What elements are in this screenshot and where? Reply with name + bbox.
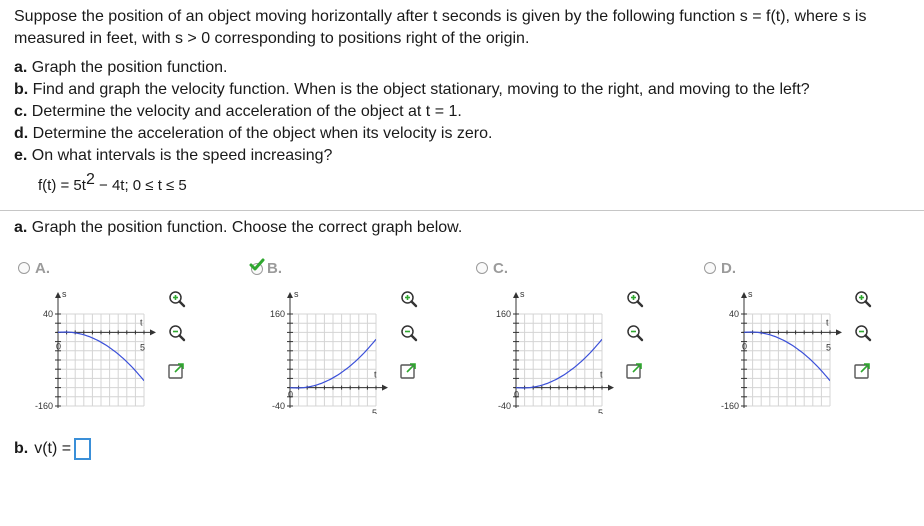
choice-header[interactable] (476, 258, 508, 278)
choice-graph[interactable] (476, 284, 616, 419)
problem-intro: Suppose the position of an object moving horizontally after t seconds is given by the following function s = f(t), where s is measured in feet, with s > 0 corresponding to positions right of the origin. (14, 8, 867, 47)
choice-graph[interactable] (250, 284, 390, 419)
choice-a[interactable] (18, 258, 238, 411)
checkmark-icon (249, 258, 265, 272)
x-axis-arrow (150, 329, 156, 335)
popout-icon[interactable] (398, 360, 420, 382)
x-axis-arrow (382, 385, 388, 391)
y-min-label: -160 (34, 401, 53, 411)
y-axis-arrow (513, 292, 519, 298)
divider (0, 210, 924, 211)
answer-b (14, 438, 91, 460)
question-a: a. Graph the position function. Choose the correct graph below. (14, 219, 463, 236)
x-max-label: 5 (826, 342, 832, 353)
choice-graph[interactable] (18, 284, 158, 419)
y-axis-label: s (520, 289, 525, 299)
choice-header[interactable] (250, 258, 282, 278)
zoom-out-icon[interactable] (398, 322, 420, 344)
y-min-label: -40 (271, 401, 285, 411)
radio-button[interactable] (18, 262, 30, 274)
x-max-label: 5 (140, 342, 146, 353)
function-definition: $f(t) = 5t^2 - 4t$; 0 ≤ t ≤ 5 (38, 171, 187, 194)
y-axis-label: s (62, 289, 67, 299)
y-axis-arrow (55, 292, 61, 298)
part-e: e. On what intervals is the speed increasing? (14, 147, 333, 164)
y-axis-label: s (294, 289, 299, 299)
zoom-out-icon[interactable] (852, 322, 874, 344)
x-axis-label: t (826, 317, 829, 328)
grid (516, 314, 602, 406)
zoom-in-icon[interactable] (624, 288, 646, 310)
velocity-answer-input[interactable] (74, 438, 91, 460)
choice-header[interactable] (704, 258, 736, 278)
choice-label: C. (493, 259, 508, 277)
problem-parts (14, 57, 810, 167)
y-axis-arrow (287, 292, 293, 298)
origin-label: 0 (288, 389, 294, 400)
zoom-in-icon[interactable] (398, 288, 420, 310)
answer-b-letter: b. (14, 440, 29, 457)
choice-label: B. (267, 259, 282, 277)
origin-label: 0 (514, 389, 520, 400)
x-axis-label: t (374, 369, 377, 380)
grid (744, 314, 830, 406)
radio-button[interactable] (476, 262, 488, 274)
graph-0 (18, 284, 158, 414)
zoom-out-icon[interactable] (624, 322, 646, 344)
graph-2 (476, 284, 616, 414)
y-max-label: 40 (42, 309, 53, 319)
origin-label: 0 (56, 341, 62, 352)
graph-1 (250, 284, 390, 414)
y-min-label: -160 (720, 401, 739, 411)
answer-b-label: v(t) = (34, 440, 72, 457)
grid (290, 314, 376, 406)
y-min-label: -40 (497, 401, 511, 411)
y-axis-arrow (741, 292, 747, 298)
x-axis-arrow (608, 385, 614, 391)
part-c: c. Determine the velocity and acceleration of the object at t = 1. (14, 103, 462, 120)
grid (58, 314, 144, 406)
zoom-in-icon[interactable] (166, 288, 188, 310)
zoom-in-icon[interactable] (852, 288, 874, 310)
popout-icon[interactable] (166, 360, 188, 382)
x-max-label: 5 (372, 408, 378, 414)
choice-graph[interactable] (704, 284, 844, 419)
choice-c[interactable] (476, 258, 696, 414)
popout-icon[interactable] (852, 360, 874, 382)
popout-icon[interactable] (624, 360, 646, 382)
x-max-label: 5 (598, 408, 604, 414)
y-max-label: 40 (728, 309, 739, 319)
y-axis-label: s (748, 289, 753, 299)
x-axis-label: t (600, 369, 603, 380)
radio-button-selected[interactable] (250, 261, 264, 275)
x-axis-arrow (836, 329, 842, 335)
choice-header[interactable] (18, 258, 50, 278)
y-max-label: 160 (269, 309, 285, 319)
part-b: b. Find and graph the velocity function. When is the object stationary, moving to the right, and moving to the left? (14, 81, 810, 98)
choice-b[interactable] (250, 258, 470, 414)
origin-label: 0 (742, 341, 748, 352)
part-a: a. Graph the position function. (14, 59, 228, 76)
zoom-out-icon[interactable] (166, 322, 188, 344)
x-axis-label: t (140, 317, 143, 328)
y-max-label: 160 (495, 309, 511, 319)
graph-3 (704, 284, 844, 414)
choice-d[interactable] (704, 258, 924, 411)
choice-label: D. (721, 259, 736, 277)
radio-button[interactable] (704, 262, 716, 274)
choice-label: A. (35, 259, 50, 277)
part-d: d. Determine the acceleration of the object when its velocity is zero. (14, 125, 493, 142)
